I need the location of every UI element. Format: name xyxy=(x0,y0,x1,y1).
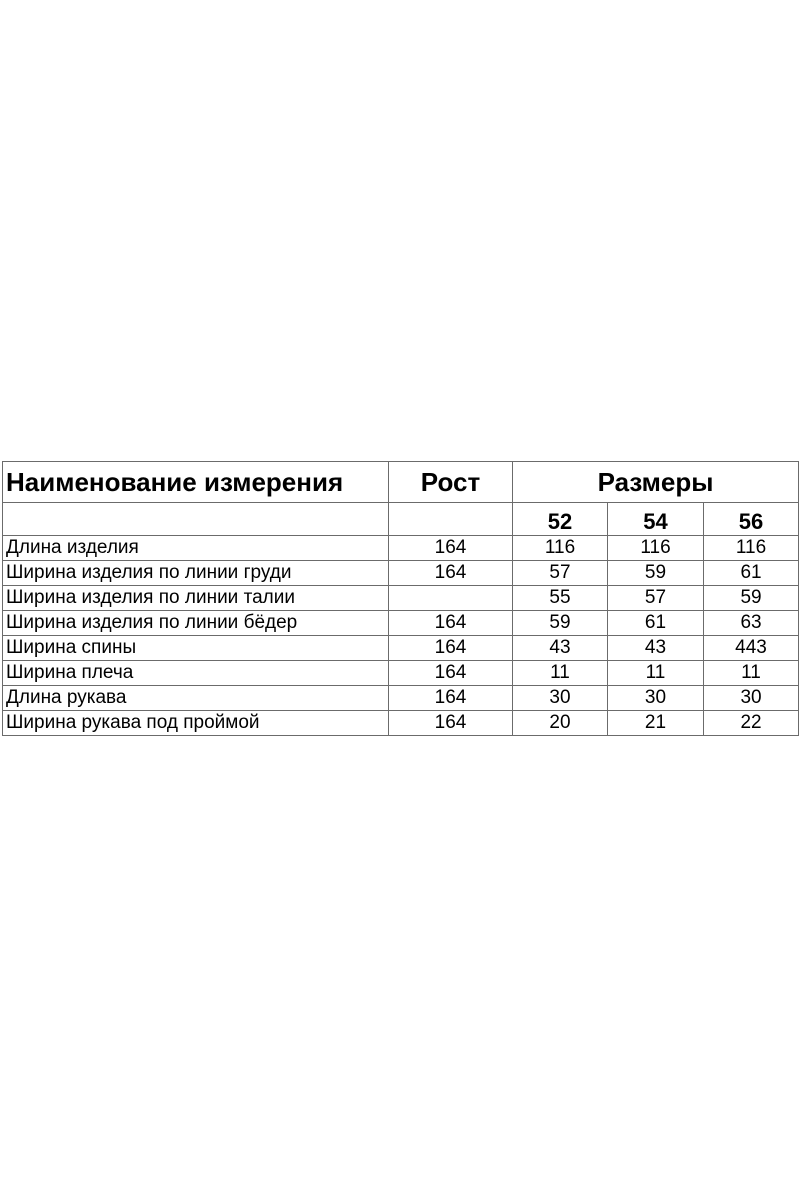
size-chart-table xyxy=(2,461,799,736)
size-value: 11 xyxy=(704,661,799,686)
size-value: 43 xyxy=(608,636,704,661)
sizes-header: Размеры xyxy=(513,462,799,503)
size-value: 43 xyxy=(513,636,608,661)
size-value: 63 xyxy=(704,611,799,636)
size-value: 57 xyxy=(513,561,608,586)
size-header-52: 52 xyxy=(513,503,608,536)
measurement-label: Длина рукава xyxy=(3,686,389,711)
size-value: 116 xyxy=(608,536,704,561)
size-value: 59 xyxy=(513,611,608,636)
size-header-56: 56 xyxy=(704,503,799,536)
size-value: 30 xyxy=(513,686,608,711)
height-value: 164 xyxy=(389,611,513,636)
height-value: 164 xyxy=(389,661,513,686)
table-row xyxy=(3,686,799,711)
height-value: 164 xyxy=(389,686,513,711)
height-value: 164 xyxy=(389,536,513,561)
height-header: Рост xyxy=(389,462,513,503)
height-value: 164 xyxy=(389,561,513,586)
table-row xyxy=(3,561,799,586)
header-row xyxy=(3,462,799,503)
measurement-label: Длина изделия xyxy=(3,536,389,561)
size-value: 30 xyxy=(704,686,799,711)
empty-height-header-cell xyxy=(389,503,513,536)
size-value: 57 xyxy=(608,586,704,611)
empty-header-cell xyxy=(3,503,389,536)
measurement-label: Ширина изделия по линии груди xyxy=(3,561,389,586)
size-value: 11 xyxy=(513,661,608,686)
size-header-54: 54 xyxy=(608,503,704,536)
size-value: 59 xyxy=(608,561,704,586)
size-value: 116 xyxy=(704,536,799,561)
table-row xyxy=(3,586,799,611)
size-value: 20 xyxy=(513,711,608,736)
table-row xyxy=(3,636,799,661)
size-value: 11 xyxy=(608,661,704,686)
size-value: 61 xyxy=(704,561,799,586)
measurement-label: Ширина изделия по линии бёдер xyxy=(3,611,389,636)
measurement-label: Ширина рукава под проймой xyxy=(3,711,389,736)
size-value: 21 xyxy=(608,711,704,736)
table-row xyxy=(3,661,799,686)
measurement-label: Ширина изделия по линии талии xyxy=(3,586,389,611)
height-value: 164 xyxy=(389,711,513,736)
height-value: 164 xyxy=(389,636,513,661)
size-value: 30 xyxy=(608,686,704,711)
size-value: 22 xyxy=(704,711,799,736)
table-row xyxy=(3,536,799,561)
size-numbers-row xyxy=(3,503,799,536)
size-value: 55 xyxy=(513,586,608,611)
size-value: 59 xyxy=(704,586,799,611)
size-value: 116 xyxy=(513,536,608,561)
measurement-name-header: Наименование измерения xyxy=(3,462,389,503)
size-value: 443 xyxy=(704,636,799,661)
table-row xyxy=(3,711,799,736)
table-row xyxy=(3,611,799,636)
height-value xyxy=(389,586,513,611)
measurement-label: Ширина плеча xyxy=(3,661,389,686)
measurement-label: Ширина спины xyxy=(3,636,389,661)
size-value: 61 xyxy=(608,611,704,636)
